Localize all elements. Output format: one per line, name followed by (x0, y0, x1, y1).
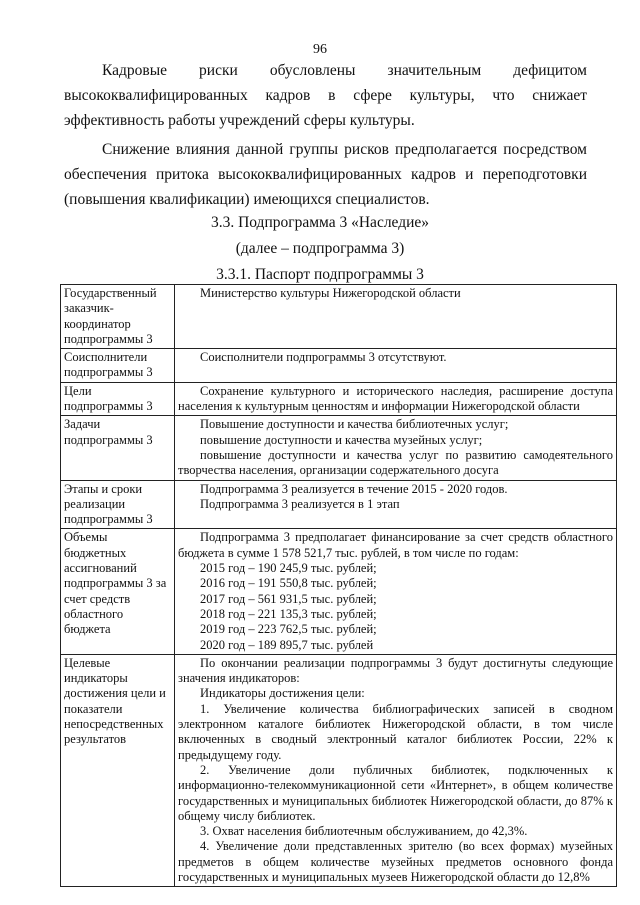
row-label: Цели подпрограммы 3 (61, 382, 175, 416)
row-content (175, 529, 617, 654)
table-row (61, 654, 617, 886)
table-row (61, 480, 617, 529)
row-label: Задачи подпрограммы 3 (61, 416, 175, 480)
subprogram-heading: 3.3. Подпрограмма 3 «Наследие» (210, 214, 430, 231)
content-line: 2019 год – 223 762,5 тыс. рублей; (200, 622, 377, 637)
row-content (175, 416, 617, 480)
table-row (61, 529, 617, 654)
content-line: повышение доступности и качества услуг по развитию самодеятельного творчества населения, организации содержательного досуга (178, 447, 613, 478)
content-line: Сохранение культурного и исторического наследия, расширение доступа населения к культурным ценностям и информации Нижегородской области (178, 383, 613, 414)
intro-paragraph-2-text: Снижение влияния данной группы рисков предполагается посредством обеспечения притока высококвалифицированных кадров и переподготовки (повышения квалификации) имеющихся специалистов. (64, 141, 587, 208)
row-content (175, 349, 617, 383)
row-content (175, 654, 617, 886)
content-line: Повышение доступности и качества библиотечных услуг; (200, 417, 509, 432)
table-row (61, 416, 617, 480)
table-row (61, 285, 617, 349)
content-line: Подпрограмма 3 реализуется в 1 этап (200, 496, 400, 511)
table-row (61, 349, 617, 383)
row-content (175, 285, 617, 349)
passport-heading: 3.3.1. Паспорт подпрограммы 3 (216, 266, 424, 283)
content-line: Индикаторы достижения цели: (200, 686, 365, 701)
content-line: 4. Увеличение доли представленных зрителю (во всех формах) музейных предметов в общем количестве музейных предметов основного фонда государственных и муниципальных музеев Нижегородской области до 12,8% (178, 839, 613, 884)
passport-table (60, 284, 617, 887)
page-number: 96 (313, 42, 327, 57)
content-line: Министерство культуры Нижегородской области (200, 286, 461, 300)
content-line: 2020 год – 189 895,7 тыс. рублей (200, 637, 374, 652)
content-line: Подпрограмма 3 предполагает финансирование за счет средств областного бюджета в сумме 1 578 521,7 тыс. рублей, в том числе по годам: (178, 530, 613, 560)
subprogram-subtitle: (далее – подпрограмма 3) (235, 240, 405, 257)
content-line: Подпрограмма 3 реализуется в течение 2015 - 2020 годов. (200, 481, 508, 496)
content-line: 3. Охват населения библиотечным обслуживанием, до 42,3%. (200, 824, 528, 839)
row-label: Объемы бюджетных ассигнований подпрограммы 3 за счет средств областного бюджета (61, 529, 175, 654)
row-content (175, 382, 617, 416)
content-line: Соисполнители подпрограммы 3 отсутствуют. (200, 350, 447, 365)
content-line: По окончании реализации подпрограммы 3 будут достигнуты следующие значения индикаторов: (178, 655, 613, 686)
content-line: 2016 год – 191 550,8 тыс. рублей; (200, 576, 377, 591)
table-row (61, 382, 617, 416)
row-label: Этапы и сроки реализации подпрограммы 3 (61, 480, 175, 529)
intro-paragraph-1-text: Кадровые риски обусловлены значительным дефицитом высококвалифицированных кадров в сфере культуры, что снижает эффективность работы учреждений сферы культуры. (64, 62, 587, 129)
content-line: 2018 год – 221 135,3 тыс. рублей; (200, 606, 377, 621)
intro-paragraph-2 (64, 137, 587, 212)
row-content (175, 480, 617, 529)
content-line: 1. Увеличение количества библиографических записей в сводном электронном каталоге библиотек Нижегородской области, в том числе включенных в сводный электронный каталог библиотек России, 22% к предыдущему году. (178, 701, 613, 762)
row-label: Соисполнители подпрограммы 3 (61, 349, 175, 383)
content-line: 2. Увеличение доли публичных библиотек, подключенных к информационно-телекоммуникационной сети «Интернет», в общем количестве государственных и муниципальных библиотек Нижегородской области, до 87% к общему числу библиотек. (178, 762, 613, 823)
row-label: Государственный заказчик-координатор подпрограммы 3 (61, 285, 175, 349)
content-line: 2015 год – 190 245,9 тыс. рублей; (200, 561, 377, 576)
content-line: повышение доступности и качества музейных услуг; (200, 432, 483, 447)
row-label: Целевые индикаторы достижения цели и показатели непосредственных результатов (61, 654, 175, 886)
intro-paragraph-1 (64, 58, 587, 133)
content-line: 2017 год – 561 931,5 тыс. рублей; (200, 591, 377, 606)
